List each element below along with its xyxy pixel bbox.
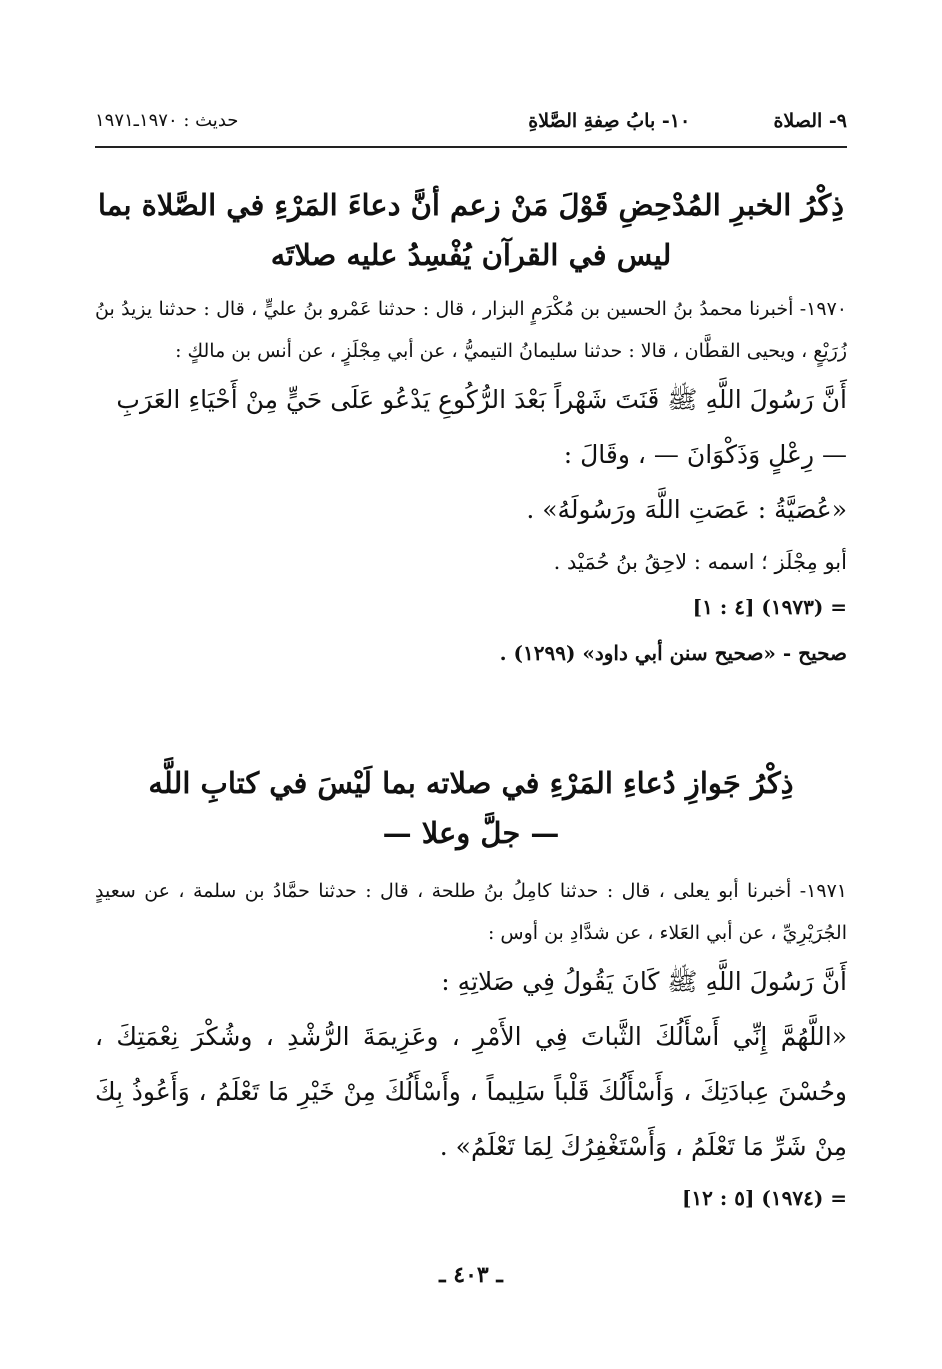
section-2-title-line-2: — جلَّ وعلا —: [382, 816, 560, 850]
section-1-title-line-1: ذِكْرُ الخبرِ المُدْحِضِ قَوْلَ مَنْ زعم أنَّ دعاءَ المَرْءِ في الصَّلاة بما: [97, 188, 845, 222]
running-header: [95, 106, 847, 148]
section-2-title: [95, 758, 847, 858]
section-2-matn-2: «اللَّهُمَّ إِنِّي أَسْأَلُكَ الثَّباتَ فِي الأَمْرِ ، وعَزِيمَةَ الرُّشْدِ ، وشُكْرَ نِعْمَتِكَ ، وحُسْنَ عِبادَتِكَ ، وَأَسْأَلُكَ قَلْباً سَلِيماً ، وأَسْأَلُكَ مِنْ خَيْرِ مَا تَعْلَمُ ، وَأَعُوذُ بِكَ مِنْ شَرِّ مَا تَعْلَمُ ، وَأَسْتَغْفِرُكَ لِمَا تَعْلَمُ» .: [95, 1022, 847, 1161]
section-2-isnad: ١٩٧١- أخبرنا أبو يعلى ، قال : حدثنا كامِلُ بنُ طلحة ، قال : حدثنا حمَّادُ بن سلمة ، عن سعيدٍ الجُرَيْرِيِّ ، عن أبي العَلاء ، عن شدَّادِ بن أوس :: [95, 880, 847, 944]
section-1-isnad: ١٩٧٠- أخبرنا محمدُ بنُ الحسين بن مُكْرَمٍ البزار ، قال : حدثنا عَمْرو بنُ عليٍّ ، قال : حدثنا يزيدُ بنُ زُرَيْعٍ ، ويحيى القطَّان ، قالا : حدثنا سليمانُ التيميُّ ، عن أبي مِجْلَزٍ ، عن أنس بن مالكٍ :: [95, 298, 847, 362]
section-1-matn-2: «عُصَيَّةُ : عَصَتِ اللَّهَ ورَسُولَهُ» .: [526, 495, 847, 524]
section-1-title-line-2: ليس في القرآن يُفْسِدُ عليه صلاتَه: [270, 238, 672, 272]
section-1-title: [95, 180, 847, 280]
header-chapter: ٩- الصلاة: [773, 110, 847, 132]
section-2-matn-1: أَنَّ رَسُولَ اللَّهِ ﷺ كَانَ يَقُولُ فِي صَلاتِهِ :: [441, 967, 847, 996]
section-1-matn-1: أَنَّ رَسُولَ اللَّهِ ﷺ قَنَتَ شَهْراً بَعْدَ الرُّكُوعِ يَدْعُو عَلَى حَيٍّ مِنْ أَحْيَاءِ العَرَبِ — رِعْلٍ وَذَكْوَانَ — ، وقَالَ :: [116, 385, 847, 469]
section-2-title-line-1: ذِكْرُ جَوازِ دُعاءِ المَرْءِ في صلاته بما لَيْسَ في كتابِ اللَّه: [148, 766, 794, 800]
section-2: [95, 758, 847, 1218]
section-1: [95, 180, 847, 673]
section-1-grading: صحيح - «صحيح سنن أبي داود» (١٢٩٩) .: [499, 641, 847, 665]
page-number: ـ ٤٠٣ ـ: [439, 1262, 503, 1288]
section-1-note: أبو مِجْلَز ؛ اسمه : لاحِقُ بنُ حُمَيْد .: [553, 550, 847, 574]
header-section: ١٠- بابُ صِفةِ الصَّلاةِ: [528, 110, 691, 132]
section-1-cross-ref: = (١٩٧٣) [٤ : ١]: [692, 595, 847, 619]
header-chapter-section: [528, 110, 847, 132]
header-hadith-range: حديث : ١٩٧٠ـ١٩٧١: [95, 110, 239, 131]
section-2-cross-ref: = (١٩٧٤) [٥ : ١٢]: [681, 1186, 847, 1210]
